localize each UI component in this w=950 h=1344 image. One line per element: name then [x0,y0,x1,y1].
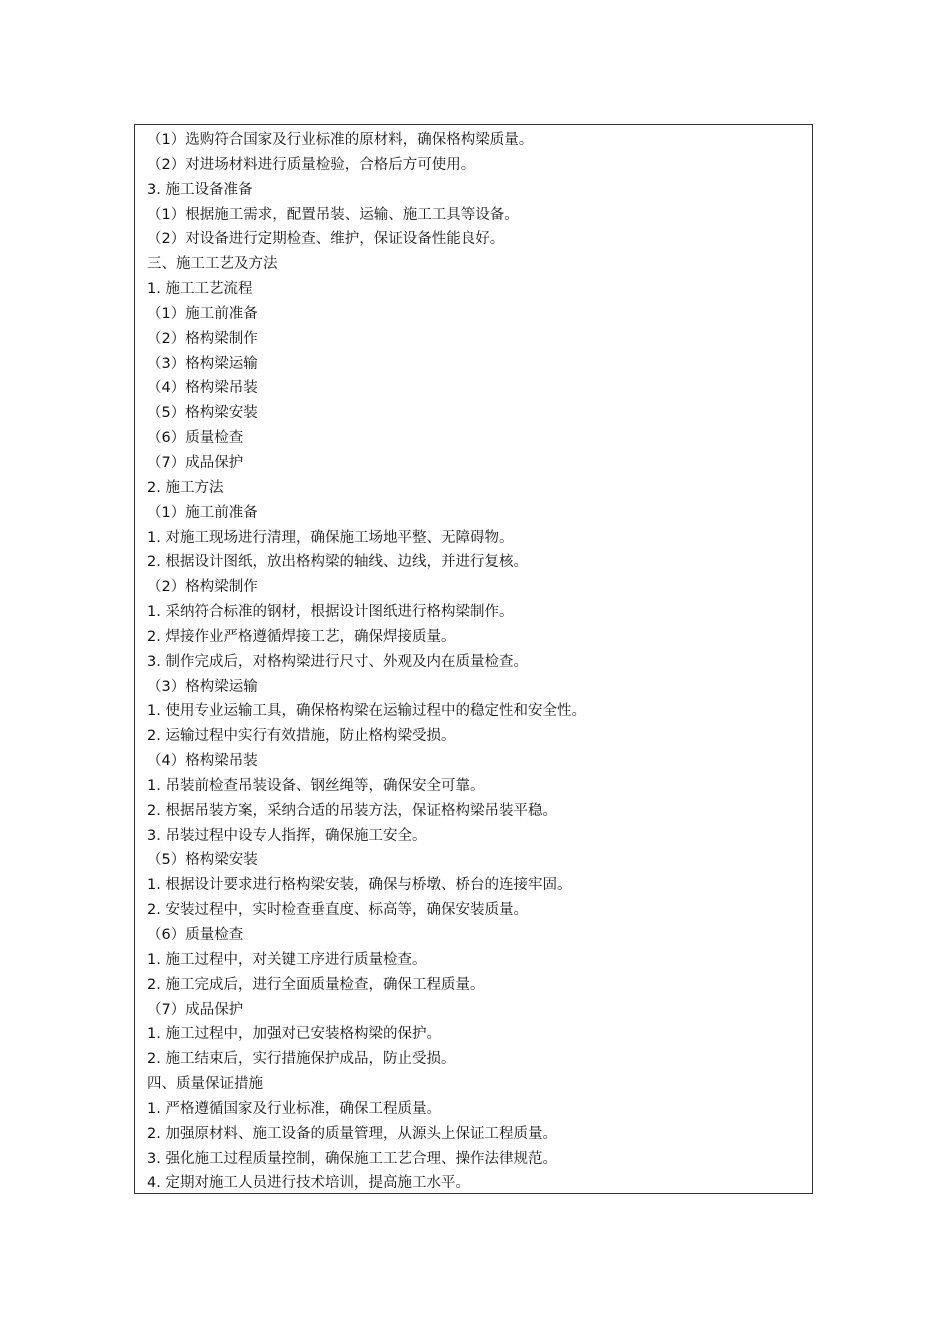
text-line: 2. 加强原材料、施工设备的质量管理，从源头上保证工程质量。 [147,1125,557,1142]
section-heading: 四、质量保证措施 [147,1076,263,1093]
text-line: 3. 强化施工过程质量控制，确保施工工艺合理、操作法律规范。 [147,1150,557,1167]
text-line: （3）格构梁运输 [147,355,258,372]
text-line: 4. 定期对施工人员进行技术培训，提高施工水平。 [147,1175,470,1192]
subsection-heading: （5）格构梁安装 [147,852,258,869]
text-line: 3. 吊装过程中设专人指挥，确保施工安全。 [147,827,427,844]
section-heading: 1. 施工工艺流程 [147,281,253,298]
text-line: 2. 焊接作业严格遵循焊接工艺，确保焊接质量。 [147,628,456,645]
subsection-heading: （3）格构梁运输 [147,678,258,695]
text-line: 1. 施工过程中，加强对已安装格构梁的保护。 [147,1026,441,1043]
text-line: （6）质量检查 [147,430,244,447]
text-line: （2）对设备进行定期检查、维护，保证设备性能良好。 [147,231,505,248]
text-line: 2. 施工结束后，实行措施保护成品，防止受损。 [147,1051,456,1068]
text-line: 1. 根据设计要求进行格构梁安装，确保与桥墩、桥台的连接牢固。 [147,877,572,894]
text-line: （5）格构梁安装 [147,405,258,422]
text-line: （2）对进场材料进行质量检验，合格后方可使用。 [147,156,476,173]
text-line: （1）选购符合国家及行业标准的原材料，确保格构梁质量。 [147,132,534,148]
section-heading: 3. 施工设备准备 [147,181,253,198]
document-table-cell [134,124,813,1194]
text-line: 2. 施工完成后，进行全面质量检查，确保工程质量。 [147,976,485,993]
text-line: 1. 吊装前检查吊装设备、钢丝绳等，确保安全可靠。 [147,777,485,794]
subsection-heading: （6）质量检查 [147,927,244,943]
text-line: （1）根据施工需求，配置吊装、运输、施工工具等设备。 [147,206,519,223]
text-line: 2. 安装过程中，实时检查垂直度、标高等，确保安装质量。 [147,902,528,919]
text-line: 2. 运输过程中实行有效措施，防止格构梁受损。 [147,728,456,745]
text-line: 3. 制作完成后，对格构梁进行尺寸、外观及内在质量检查。 [147,653,528,670]
subsection-heading: （2）格构梁制作 [147,579,258,596]
text-line: （1）施工前准备 [147,305,258,322]
text-line: 1. 对施工现场进行清理，确保施工场地平整、无障碍物。 [147,529,514,546]
section-heading: 2. 施工方法 [147,479,224,496]
text-line: （4）格构梁吊装 [147,380,258,397]
subsection-heading: （1）施工前准备 [147,504,258,521]
text-line: 1. 采纳符合标准的钢材，根据设计图纸进行格构梁制作。 [147,604,514,621]
subsection-heading: （4）格构梁吊装 [147,753,258,770]
text-line: 2. 根据吊装方案，采纳合适的吊装方法，保证格构梁吊装平稳。 [147,802,557,819]
text-line: 1. 使用专业运输工具，确保格构梁在运输过程中的稳定性和安全性。 [147,703,586,720]
section-heading: 三、施工工艺及方法 [147,256,278,273]
text-line: 1. 施工过程中，对关键工序进行质量检查。 [147,951,427,968]
text-line: （2）格构梁制作 [147,330,258,347]
text-line: 1. 严格遵循国家及行业标准，确保工程质量。 [147,1100,441,1117]
text-line: 2. 根据设计图纸，放出格构梁的轴线、边线，并进行复核。 [147,554,528,571]
text-line: （7）成品保护 [147,454,244,471]
subsection-heading: （7）成品保护 [147,1001,244,1018]
